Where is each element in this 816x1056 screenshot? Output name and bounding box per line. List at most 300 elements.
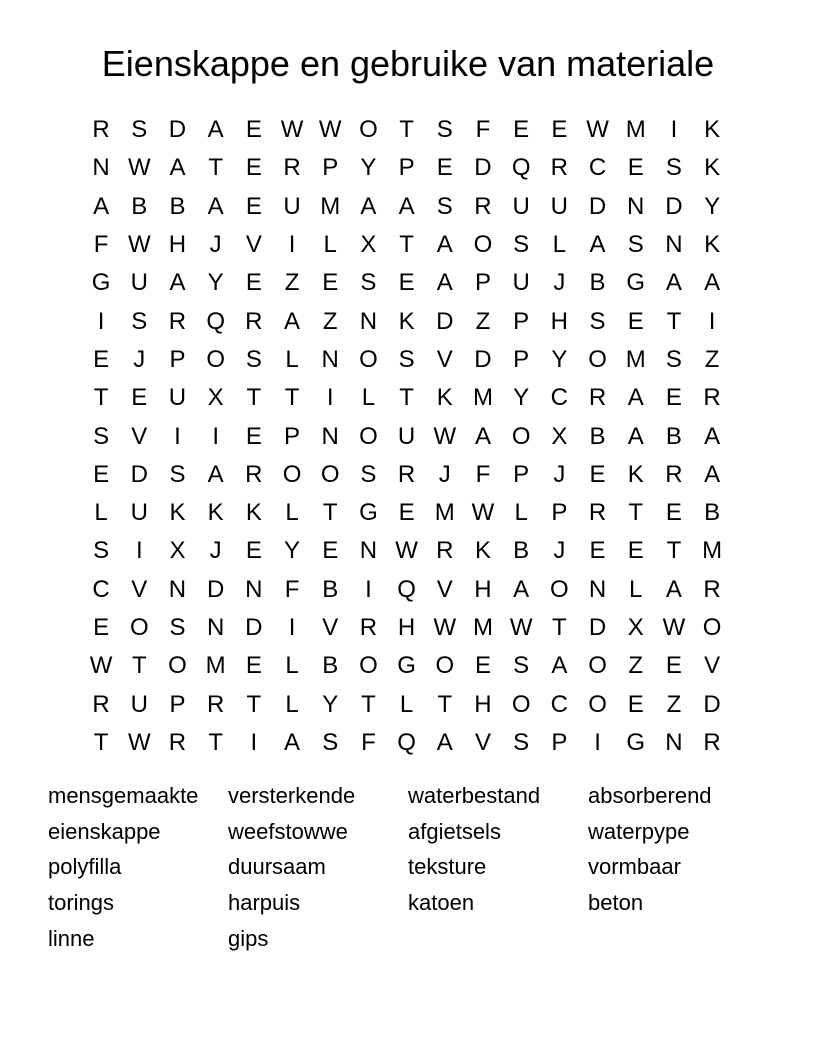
grid-letter: O	[511, 422, 531, 450]
word-list-item: teksture	[408, 854, 487, 880]
grid-row	[82, 647, 732, 685]
grid-letter: I	[212, 422, 219, 450]
grid-letter: J	[209, 231, 222, 259]
grid-letter: T	[399, 231, 414, 259]
grid-letter: P	[474, 269, 491, 297]
grid-letter: Y	[704, 192, 721, 220]
grid-letter: D	[588, 614, 607, 641]
grid-row	[82, 302, 732, 340]
grid-letter: W	[662, 614, 686, 641]
grid-letter: W	[395, 537, 418, 565]
word-list	[48, 778, 788, 956]
grid-letter: R	[283, 154, 301, 182]
grid-letter: P	[284, 422, 301, 450]
word-list-item	[408, 921, 588, 957]
grid-letter: R	[703, 575, 721, 603]
grid-letter: I	[288, 231, 296, 259]
grid-letter: E	[93, 614, 110, 641]
grid-letter: D	[588, 192, 607, 220]
grid-letter: I	[708, 307, 716, 335]
grid-letter: A	[169, 269, 186, 297]
grid-letter: K	[245, 499, 262, 527]
grid-letter: K	[436, 384, 453, 412]
grid-letter: R	[168, 728, 187, 756]
grid-letter: Z	[628, 652, 644, 680]
grid-letter: N	[665, 231, 683, 259]
grid-letter: H	[397, 614, 416, 641]
grid-row	[82, 111, 732, 149]
grid-letter: O	[588, 345, 607, 373]
word-list-item: vormbaar	[588, 854, 681, 880]
grid-row	[82, 417, 732, 455]
grid-letter: K	[627, 460, 644, 488]
grid-letter: S	[169, 460, 186, 488]
word-list-item: versterkende	[228, 783, 356, 808]
grid-letter: E	[245, 652, 262, 680]
grid-letter: O	[129, 614, 149, 641]
grid-letter: I	[670, 116, 678, 144]
grid-letter: S	[131, 116, 148, 144]
grid-letter: K	[207, 499, 224, 527]
grid-letter: K	[398, 307, 415, 335]
grid-letter: A	[436, 231, 453, 259]
grid-letter: E	[665, 652, 682, 680]
grid-letter: F	[475, 116, 491, 144]
grid-row	[82, 609, 732, 647]
grid-letter: D	[703, 690, 721, 718]
grid-row	[82, 532, 732, 570]
grid-letter: E	[665, 384, 682, 412]
grid-letter: N	[92, 154, 110, 182]
grid-letter: S	[398, 345, 415, 373]
grid-letter: M	[472, 384, 493, 412]
grid-letter: G	[359, 499, 378, 527]
grid-letter: T	[666, 307, 682, 335]
grid-letter: K	[474, 537, 491, 565]
grid-letter: G	[626, 269, 646, 297]
grid-letter: J	[553, 269, 566, 297]
grid-row	[82, 456, 732, 494]
grid-letter: E	[322, 537, 339, 565]
grid-row	[82, 341, 732, 379]
grid-letter: B	[169, 192, 186, 220]
word-list-item: weefstowwe	[228, 818, 348, 844]
grid-letter: P	[169, 690, 186, 718]
grid-letter: S	[513, 652, 530, 680]
grid-letter: N	[321, 422, 339, 450]
grid-letter: A	[360, 192, 377, 220]
grid-letter: A	[513, 575, 530, 603]
grid-letter: L	[285, 345, 299, 373]
grid-letter: T	[93, 384, 109, 412]
grid-letter: Z	[284, 269, 300, 297]
grid-letter: M	[472, 614, 493, 641]
grid-letter: R	[397, 460, 416, 488]
grid-letter: K	[169, 499, 186, 527]
grid-letter: W	[89, 652, 113, 680]
grid-letter: S	[93, 537, 110, 565]
grid-letter: A	[665, 269, 682, 297]
grid-letter: N	[359, 307, 378, 335]
grid-letter: Y	[207, 269, 224, 297]
grid-letter: S	[436, 192, 453, 220]
grid-letter: O	[359, 422, 378, 450]
grid-letter: Q	[206, 307, 225, 335]
grid-letter: P	[513, 460, 530, 488]
grid-letter: O	[168, 652, 187, 680]
grid-letter: E	[245, 116, 262, 144]
grid-letter: S	[665, 154, 682, 182]
grid-letter: S	[360, 269, 377, 297]
grid-letter: E	[245, 154, 262, 182]
grid-letter: E	[245, 422, 262, 450]
grid-letter: E	[474, 652, 491, 680]
grid-row	[82, 571, 732, 609]
grid-letter: C	[550, 690, 569, 718]
grid-letter: I	[594, 728, 601, 756]
grid-letter: R	[588, 499, 607, 527]
grid-letter: G	[397, 652, 416, 680]
grid-letter: L	[552, 231, 567, 259]
grid-letter: E	[627, 307, 644, 335]
grid-letter: T	[322, 499, 338, 527]
grid-letter: E	[245, 537, 262, 565]
grid-letter: T	[131, 652, 147, 680]
grid-letter: O	[435, 652, 455, 680]
grid-letter: P	[169, 345, 186, 373]
grid-letter: B	[513, 537, 530, 565]
grid-letter: W	[127, 154, 151, 182]
grid-letter: B	[665, 422, 682, 450]
word-list-item: harpuis	[228, 890, 301, 916]
grid-letter: M	[625, 345, 646, 373]
grid-letter: R	[92, 690, 110, 718]
grid-letter: O	[359, 345, 378, 373]
grid-letter: F	[284, 575, 300, 603]
grid-letter: F	[475, 460, 491, 488]
grid-letter: A	[627, 422, 644, 450]
grid-letter: L	[323, 231, 337, 259]
grid-letter: B	[131, 192, 148, 220]
grid-letter: J	[438, 460, 451, 488]
grid-letter: E	[665, 499, 682, 527]
grid-letter: X	[169, 537, 186, 565]
grid-letter: O	[320, 460, 340, 488]
grid-letter: R	[92, 116, 110, 144]
grid-letter: A	[207, 460, 224, 488]
grid-letter: D	[130, 460, 148, 488]
grid-letter: R	[665, 460, 683, 488]
grid-letter: H	[474, 690, 492, 718]
word-list-item: beton	[588, 890, 644, 916]
grid-letter: O	[550, 575, 569, 603]
grid-letter: W	[586, 116, 609, 144]
grid-letter: X	[627, 614, 644, 641]
grid-letter: A	[704, 460, 721, 488]
grid-row	[82, 264, 732, 302]
grid-letter: N	[588, 575, 607, 603]
grid-letter: W	[471, 499, 495, 527]
grid-row	[82, 188, 732, 226]
grid-letter: O	[702, 614, 722, 641]
grid-letter: P	[551, 728, 568, 756]
grid-letter: N	[245, 575, 263, 603]
grid-letter: V	[245, 231, 262, 259]
grid-letter: T	[246, 690, 262, 718]
grid-letter: N	[321, 345, 339, 373]
grid-letter: Y	[284, 537, 301, 565]
word-list-item: waterpype	[588, 818, 690, 844]
grid-letter: F	[361, 728, 376, 756]
grid-letter: T	[246, 384, 262, 412]
grid-letter: Y	[551, 345, 568, 373]
grid-letter: W	[318, 116, 342, 144]
grid-letter: P	[322, 154, 339, 182]
grid-letter: S	[131, 307, 148, 335]
grid-letter: M	[320, 192, 341, 220]
grid-letter: A	[436, 269, 453, 297]
grid-letter: S	[436, 116, 453, 144]
grid-letter: R	[436, 537, 454, 565]
grid-letter: D	[206, 575, 225, 603]
word-list-item: afgietsels	[408, 818, 501, 844]
grid-letter: A	[207, 116, 224, 144]
grid-letter: O	[473, 231, 493, 259]
grid-letter: V	[322, 614, 339, 641]
grid-letter: A	[589, 231, 606, 259]
grid-letter: J	[133, 345, 146, 373]
grid-letter: O	[588, 652, 607, 680]
grid-letter: P	[513, 345, 530, 373]
grid-letter: A	[284, 728, 301, 756]
grid-letter: Y	[360, 154, 377, 182]
grid-letter: B	[322, 652, 339, 680]
grid-letter: T	[552, 614, 567, 641]
grid-row	[82, 724, 732, 762]
grid-letter: T	[628, 499, 644, 527]
grid-letter: P	[398, 154, 415, 182]
grid-letter: J	[553, 460, 566, 488]
grid-letter: V	[131, 422, 148, 450]
grid-letter: L	[285, 499, 299, 527]
grid-letter: S	[360, 460, 377, 488]
grid-letter: S	[93, 422, 110, 450]
grid-letter: P	[513, 307, 530, 335]
grid-letter: M	[702, 537, 723, 565]
grid-letter: U	[283, 192, 301, 220]
grid-letter: C	[550, 384, 569, 412]
grid-letter: V	[436, 575, 453, 603]
grid-letter: K	[704, 154, 721, 182]
grid-letter: O	[282, 460, 302, 488]
grid-letter: S	[245, 345, 262, 373]
grid-letter: B	[589, 422, 606, 450]
grid-letter: S	[665, 345, 682, 373]
grid-letter: U	[550, 192, 569, 220]
grid-letter: E	[131, 384, 148, 412]
grid-letter: X	[207, 384, 224, 412]
grid-letter: E	[436, 154, 453, 182]
word-list-item	[588, 921, 768, 957]
grid-letter: I	[365, 575, 372, 603]
grid-letter: E	[627, 537, 644, 565]
grid-letter: L	[94, 499, 108, 527]
grid-letter: N	[665, 728, 683, 756]
grid-letter: L	[361, 384, 376, 412]
grid-letter: M	[625, 116, 646, 144]
word-list-item: gips	[228, 925, 269, 951]
word-list-item: polyfilla	[48, 854, 122, 880]
grid-letter: L	[285, 690, 299, 718]
grid-letter: E	[627, 154, 644, 182]
grid-letter: A	[93, 192, 110, 220]
grid-letter: Y	[322, 690, 339, 718]
grid-letter: F	[93, 231, 109, 259]
grid-letter: W	[280, 116, 304, 144]
grid-letter: U	[512, 192, 530, 220]
grid-letter: D	[474, 345, 492, 373]
grid-letter: H	[168, 231, 187, 259]
grid-letter: S	[513, 231, 530, 259]
grid-letter: A	[665, 575, 682, 603]
grid-letter: W	[127, 728, 151, 756]
grid-letter: S	[169, 614, 186, 641]
grid-letter: A	[551, 652, 568, 680]
grid-letter: E	[398, 269, 415, 297]
grid-letter: S	[513, 728, 530, 756]
grid-letter: T	[437, 690, 453, 718]
grid-letter: D	[665, 192, 683, 220]
word-list-item: katoen	[408, 890, 475, 916]
grid-letter: T	[399, 384, 414, 412]
grid-letter: X	[360, 231, 377, 259]
grid-letter: L	[514, 499, 528, 527]
grid-letter: A	[627, 384, 644, 412]
grid-letter: S	[322, 728, 339, 756]
grid-letter: L	[629, 575, 643, 603]
grid-row	[82, 149, 732, 187]
grid-letter: J	[209, 537, 222, 565]
grid-letter: I	[97, 307, 105, 335]
grid-letter: D	[436, 307, 454, 335]
grid-letter: R	[359, 614, 378, 641]
grid-letter: U	[130, 690, 148, 718]
grid-letter: E	[93, 345, 110, 373]
grid-letter: N	[206, 614, 225, 641]
word-list-item: mensgemaakte	[48, 783, 199, 808]
grid-letter: W	[433, 422, 457, 450]
grid-letter: I	[288, 614, 296, 641]
grid-letter: S	[627, 231, 644, 259]
grid-letter: W	[509, 614, 533, 641]
grid-letter: R	[245, 307, 263, 335]
grid-letter: D	[474, 154, 492, 182]
grid-letter: U	[397, 422, 416, 450]
grid-letter: S	[589, 307, 606, 335]
grid-letter: I	[250, 728, 258, 756]
grid-letter: Z	[666, 690, 682, 718]
grid-letter: E	[589, 537, 606, 565]
grid-letter: A	[284, 307, 301, 335]
grid-letter: R	[245, 460, 263, 488]
grid-letter: E	[93, 460, 110, 488]
grid-letter: D	[168, 116, 187, 144]
grid-letter: M	[205, 652, 226, 680]
grid-letter: O	[511, 690, 531, 718]
grid-letter: T	[666, 537, 682, 565]
grid-letter: T	[208, 154, 223, 182]
grid-letter: R	[474, 192, 492, 220]
grid-letter: A	[207, 192, 224, 220]
grid-row	[82, 685, 732, 723]
word-list-item: linne	[48, 925, 95, 951]
grid-letter: C	[92, 575, 110, 603]
grid-letter: E	[627, 690, 644, 718]
grid-letter: T	[284, 384, 300, 412]
grid-letter: A	[704, 422, 721, 450]
grid-letter: H	[550, 307, 569, 335]
grid-letter: B	[589, 269, 606, 297]
grid-letter: T	[361, 690, 376, 718]
grid-row	[82, 226, 732, 264]
grid-letter: Z	[475, 307, 491, 335]
grid-letter: Z	[322, 307, 338, 335]
grid-letter: Q	[397, 728, 416, 756]
grid-letter: G	[626, 728, 646, 756]
grid-letter: A	[436, 728, 453, 756]
grid-letter: O	[206, 345, 225, 373]
grid-letter: R	[703, 728, 721, 756]
grid-letter: T	[208, 728, 223, 756]
word-list-item: absorberend	[588, 783, 712, 808]
word-list-item: duursaam	[228, 854, 326, 880]
grid-row	[82, 494, 732, 532]
grid-letter: O	[359, 652, 378, 680]
grid-letter: T	[93, 728, 109, 756]
grid-row	[82, 379, 732, 417]
grid-letter: U	[130, 269, 148, 297]
word-list-item: waterbestand	[408, 783, 541, 808]
grid-letter: N	[627, 192, 645, 220]
grid-letter: I	[135, 537, 143, 565]
grid-letter: R	[703, 384, 721, 412]
grid-letter: J	[553, 537, 566, 565]
grid-letter: R	[168, 307, 187, 335]
letter-grid	[82, 111, 732, 762]
grid-letter: E	[245, 192, 262, 220]
grid-letter: E	[589, 460, 606, 488]
grid-letter: O	[359, 116, 378, 144]
grid-letter: I	[174, 422, 181, 450]
grid-letter: Y	[513, 384, 530, 412]
grid-letter: N	[359, 537, 378, 565]
word-list-item: eienskappe	[48, 818, 161, 844]
grid-letter: X	[551, 422, 568, 450]
grid-letter: A	[398, 192, 415, 220]
grid-letter: M	[434, 499, 455, 527]
word-list-item: torings	[48, 890, 115, 916]
grid-letter: E	[513, 116, 530, 144]
grid-letter: V	[131, 575, 148, 603]
grid-letter: Z	[704, 345, 720, 373]
grid-letter: B	[322, 575, 339, 603]
grid-letter: P	[551, 499, 568, 527]
grid-letter: R	[550, 154, 569, 182]
grid-letter: H	[474, 575, 492, 603]
grid-letter: T	[399, 116, 414, 144]
grid-letter: B	[704, 499, 721, 527]
grid-letter: A	[474, 422, 491, 450]
